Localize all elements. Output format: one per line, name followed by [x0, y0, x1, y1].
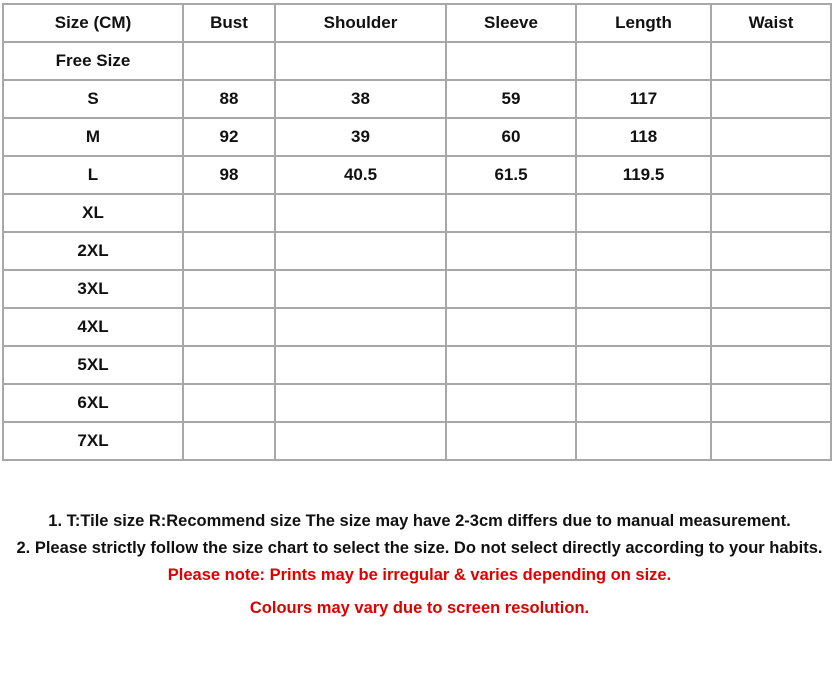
cell-sleeve — [446, 42, 576, 80]
cell-bust — [183, 194, 275, 232]
cell-size: 5XL — [3, 346, 183, 384]
cell-waist — [711, 194, 831, 232]
cell-size: XL — [3, 194, 183, 232]
table-row — [3, 118, 831, 156]
header-shoulder: Shoulder — [275, 4, 446, 42]
cell-waist — [711, 270, 831, 308]
cell-bust — [183, 384, 275, 422]
cell-length — [576, 42, 711, 80]
note-measurement: 1. T:Tile size R:Recommend size The size may have 2-3cm differs due to manual measurement. — [48, 512, 791, 530]
table-header-row — [3, 4, 831, 42]
table-row — [3, 80, 831, 118]
cell-length: 118 — [576, 118, 711, 156]
cell-bust — [183, 42, 275, 80]
cell-shoulder — [275, 308, 446, 346]
cell-waist — [711, 156, 831, 194]
size-chart-table — [2, 3, 832, 461]
cell-bust — [183, 346, 275, 384]
cell-waist — [711, 118, 831, 156]
cell-sleeve: 61.5 — [446, 156, 576, 194]
cell-shoulder — [275, 346, 446, 384]
cell-size: M — [3, 118, 183, 156]
table-row — [3, 42, 831, 80]
cell-sleeve: 60 — [446, 118, 576, 156]
table-row — [3, 156, 831, 194]
cell-sleeve — [446, 308, 576, 346]
cell-size: Free Size — [3, 42, 183, 80]
cell-waist — [711, 42, 831, 80]
cell-size: S — [3, 80, 183, 118]
table-row — [3, 194, 831, 232]
cell-sleeve — [446, 232, 576, 270]
header-sleeve: Sleeve — [446, 4, 576, 42]
cell-bust: 88 — [183, 80, 275, 118]
table-row — [3, 270, 831, 308]
cell-shoulder — [275, 270, 446, 308]
cell-shoulder — [275, 422, 446, 460]
cell-waist — [711, 232, 831, 270]
cell-bust — [183, 308, 275, 346]
cell-shoulder — [275, 384, 446, 422]
warning-colours: Colours may vary due to screen resolution. — [249, 599, 590, 617]
cell-size: 6XL — [3, 384, 183, 422]
cell-sleeve — [446, 270, 576, 308]
cell-sleeve — [446, 346, 576, 384]
cell-length: 119.5 — [576, 156, 711, 194]
cell-shoulder — [275, 194, 446, 232]
cell-length — [576, 194, 711, 232]
cell-size: 4XL — [3, 308, 183, 346]
table-row — [3, 308, 831, 346]
cell-length — [576, 346, 711, 384]
header-bust: Bust — [183, 4, 275, 42]
cell-size: 2XL — [3, 232, 183, 270]
cell-shoulder — [275, 42, 446, 80]
cell-shoulder — [275, 232, 446, 270]
cell-length — [576, 422, 711, 460]
cell-length: 117 — [576, 80, 711, 118]
warning-prints: Please note: Prints may be irregular & varies depending on size. — [167, 566, 672, 584]
cell-waist — [711, 422, 831, 460]
cell-shoulder: 38 — [275, 80, 446, 118]
cell-waist — [711, 308, 831, 346]
header-waist: Waist — [711, 4, 831, 42]
cell-bust — [183, 422, 275, 460]
header-length: Length — [576, 4, 711, 42]
cell-waist — [711, 384, 831, 422]
size-notes — [0, 508, 839, 622]
table-row — [3, 422, 831, 460]
cell-bust — [183, 270, 275, 308]
cell-bust: 98 — [183, 156, 275, 194]
table-row — [3, 346, 831, 384]
cell-length — [576, 308, 711, 346]
cell-length — [576, 232, 711, 270]
cell-bust — [183, 232, 275, 270]
cell-size: L — [3, 156, 183, 194]
cell-sleeve — [446, 194, 576, 232]
cell-length — [576, 270, 711, 308]
cell-length — [576, 384, 711, 422]
cell-size: 7XL — [3, 422, 183, 460]
table-row — [3, 232, 831, 270]
header-size: Size (CM) — [3, 4, 183, 42]
note-size-chart: 2. Please strictly follow the size chart to select the size. Do not select directly according to your habits. — [16, 539, 823, 557]
cell-sleeve — [446, 384, 576, 422]
cell-shoulder: 40.5 — [275, 156, 446, 194]
table-row — [3, 384, 831, 422]
cell-size: 3XL — [3, 270, 183, 308]
cell-shoulder: 39 — [275, 118, 446, 156]
cell-waist — [711, 80, 831, 118]
cell-waist — [711, 346, 831, 384]
cell-sleeve: 59 — [446, 80, 576, 118]
cell-bust: 92 — [183, 118, 275, 156]
cell-sleeve — [446, 422, 576, 460]
